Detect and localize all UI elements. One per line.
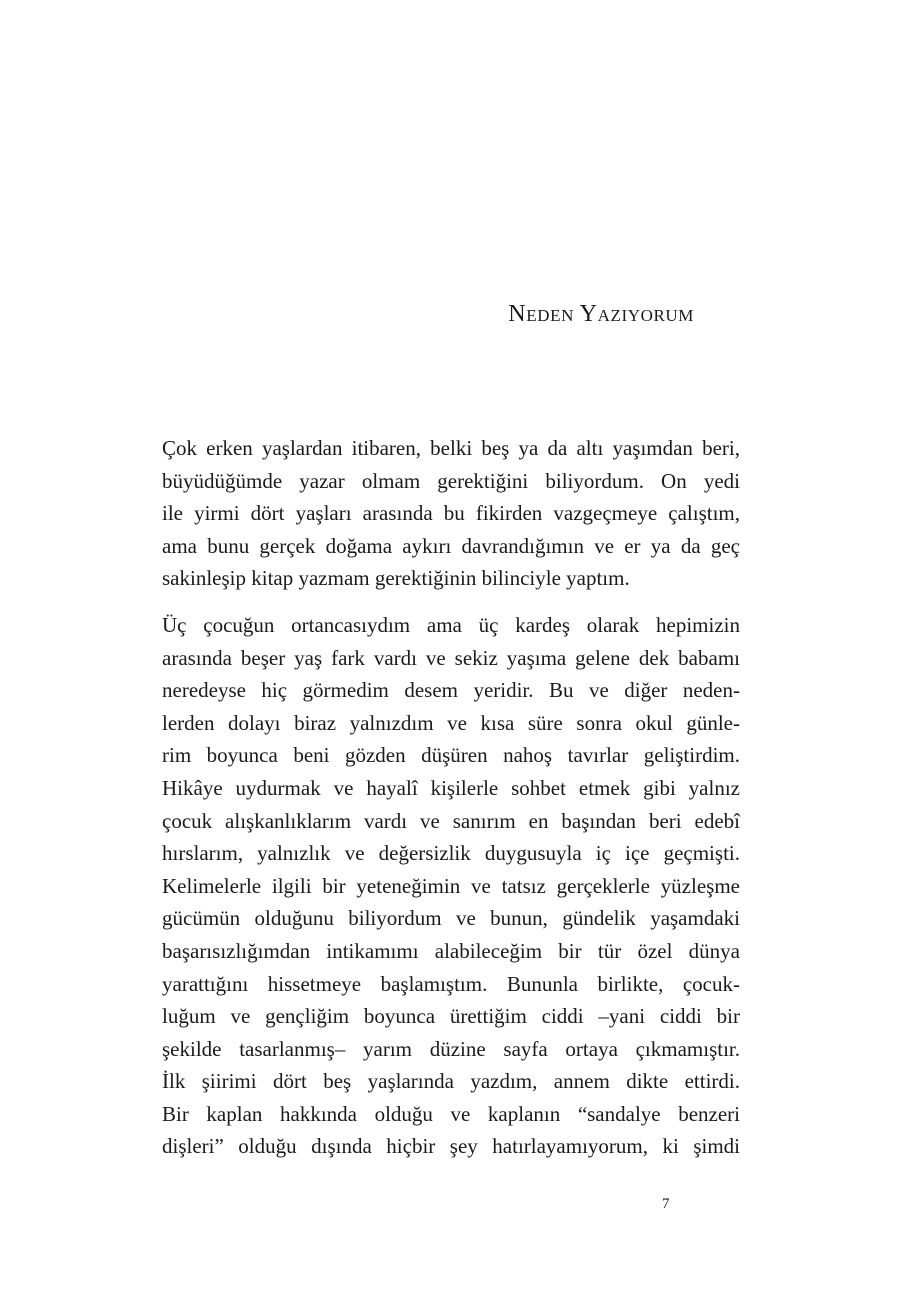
paragraph-1 <box>162 432 740 595</box>
text-line: ile yirmi dört yaşları arasında bu fikirden vazgeçmeye çalıştım, <box>162 501 740 526</box>
text-line: şekilde tasarlanmış– yarım düzine sayfa ortaya çıkmamıştır. <box>162 1036 740 1061</box>
body-text <box>162 432 740 1163</box>
paragraph-2 <box>162 609 740 1163</box>
text-line: çocuk alışkanlıklarım vardı ve sanırım en başından beri edebî <box>162 808 740 833</box>
chapter-title: Neden Yazıyorum <box>508 301 694 327</box>
text-line: Üç çocuğun ortancasıydım ama üç kardeş olarak hepimizin <box>162 612 740 637</box>
text-line: dişleri” olduğu dışında hiçbir şey hatırlayamıyorum, ki şimdi <box>162 1134 740 1159</box>
text-line: başarısızlığımdan intikamımı alabileceğim bir tür özel dünya <box>162 938 740 963</box>
text-line: sakinleşip kitap yazmam gerektiğinin bilinciyle yaptım. <box>162 566 630 591</box>
page-number: 7 <box>662 1196 670 1212</box>
text-line: Kelimelerle ilgili bir yeteneğimin ve tatsız gerçeklerle yüzleşme <box>162 873 740 898</box>
text-line: ama bunu gerçek doğama aykırı davrandığımın ve er ya da geç <box>162 533 740 558</box>
text-line: yarattığını hissetmeye başlamıştım. Bununla birlikte, çocuk- <box>162 971 740 996</box>
text-line: lerden dolayı biraz yalnızdım ve kısa süre sonra okul günle- <box>162 710 740 735</box>
text-line: luğum ve gençliğim boyunca ürettiğim ciddi –yani ciddi bir <box>162 1004 740 1029</box>
text-line: Hikâye uydurmak ve hayalî kişilerle sohbet etmek gibi yalnız <box>162 775 740 800</box>
text-line: rim boyunca beni gözden düşüren nahoş tavırlar geliştirdim. <box>162 743 740 768</box>
text-line: Bir kaplan hakkında olduğu ve kaplanın “sandalye benzeri <box>162 1101 740 1126</box>
text-line: hırslarım, yalnızlık ve değersizlik duygusuyla iç içe geçmişti. <box>162 841 740 866</box>
text-line: arasında beşer yaş fark vardı ve sekiz yaşıma gelene dek babamı <box>162 645 740 670</box>
text-line: neredeyse hiç görmedim desem yeridir. Bu ve diğer neden- <box>162 678 740 703</box>
text-line: büyüdüğümde yazar olmam gerektiğini biliyordum. On yedi <box>162 468 740 493</box>
text-line: gücümün olduğunu biliyordum ve bunun, gündelik yaşamdaki <box>162 906 740 931</box>
text-line: Çok erken yaşlardan itibaren, belki beş ya da altı yaşımdan beri, <box>162 436 740 460</box>
text-line: İlk şiirimi dört beş yaşlarında yazdım, annem dikte ettirdi. <box>162 1069 740 1094</box>
